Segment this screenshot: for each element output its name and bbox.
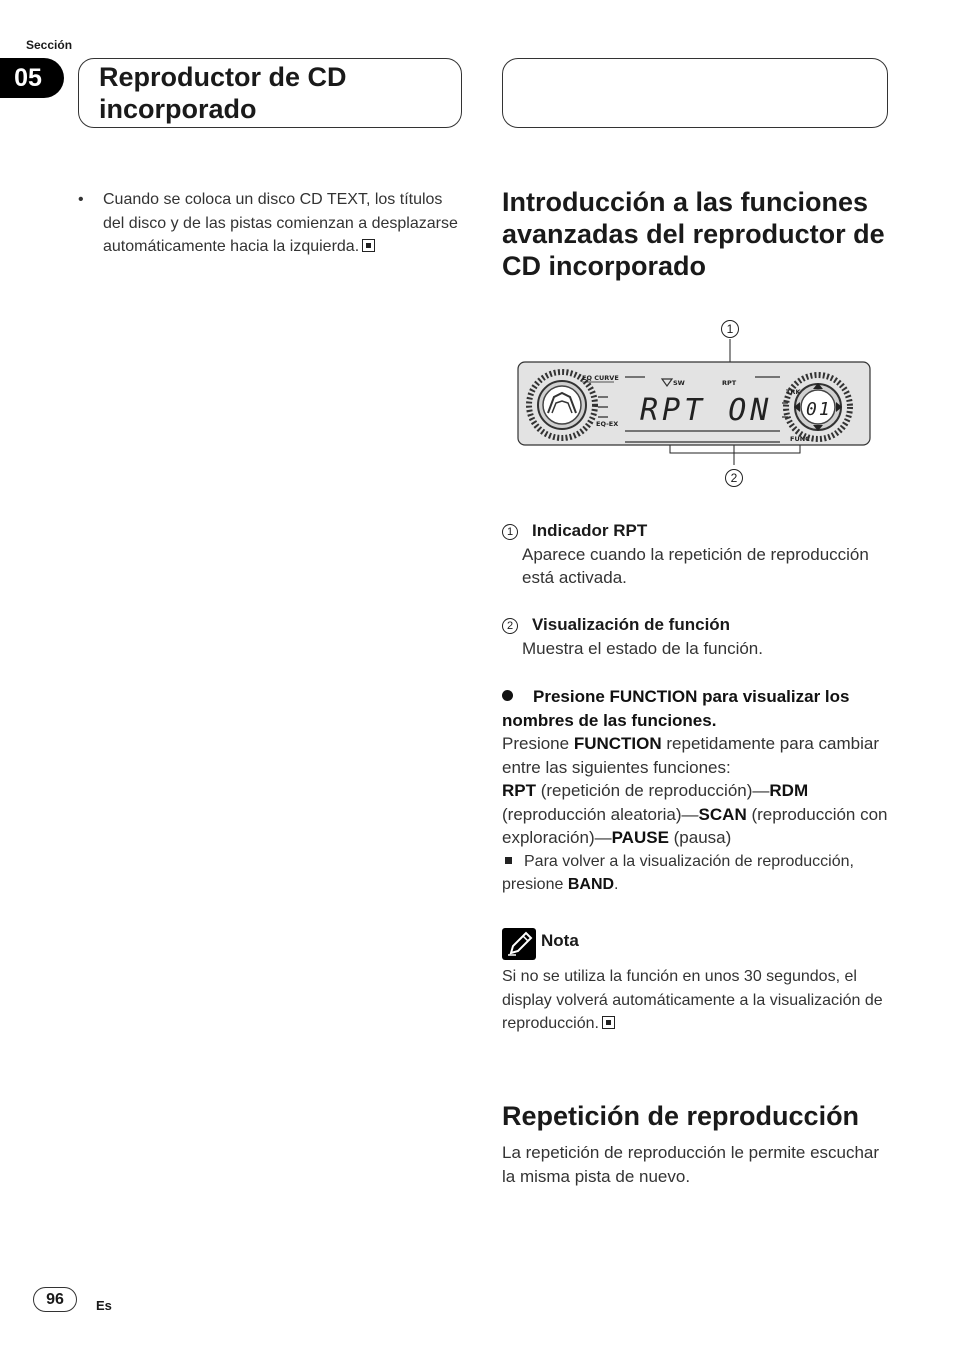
- lcd-track-number: 01: [806, 399, 832, 420]
- item-1-title: Indicador RPT: [532, 521, 648, 540]
- note-label: Nota: [541, 931, 579, 950]
- step-subnote: Para volver a la visualización de reproducción, presione BAND.: [502, 852, 854, 893]
- callout-2: 2: [725, 469, 743, 487]
- item-rpt-indicator: [502, 519, 892, 590]
- lcd-main-text: RPT ON: [640, 393, 773, 428]
- intro-heading: Introducción a las funciones avanzadas del reproductor de CD incorporado: [502, 187, 885, 281]
- step-heading: Presione FUNCTION para visualizar los nombres de las funciones.: [502, 687, 850, 730]
- label-eq-curve: EQ CURVE: [582, 374, 619, 382]
- lcd-display-figure: [510, 315, 875, 465]
- function-list: RPT (repetición de reproducción)—RDM (reproducción aleatoria)—SCAN (reproducción con exploración)—PAUSE (pausa): [502, 781, 888, 847]
- callout-1: 1: [721, 320, 739, 338]
- item-2-desc: Muestra el estado de la función.: [522, 638, 763, 658]
- function-step: [502, 685, 890, 897]
- cd-text-bullet: [78, 188, 460, 259]
- item-2-number: 2: [502, 618, 518, 634]
- end-mark-icon: [362, 239, 375, 252]
- end-mark-icon: [602, 1016, 615, 1029]
- header-empty-box: [502, 58, 888, 128]
- item-1-desc: Aparece cuando la repetición de reproducción está activada.: [522, 544, 869, 587]
- section-number-badge: 05: [0, 58, 64, 98]
- square-bullet-icon: [505, 857, 512, 864]
- note-text: Si no se utiliza la función en unos 30 segundos, el display volverá automáticamente a la visualización de reproducción.: [502, 968, 883, 1032]
- note-body: [502, 965, 892, 1036]
- item-function-display: [502, 613, 892, 660]
- repeat-heading: Repetición de reproducción: [502, 1101, 860, 1131]
- label-eq-ex: EQ-EX: [596, 420, 619, 428]
- label-func: FUNC: [790, 435, 810, 443]
- section-title-text: Reproductor de CD incorporado: [99, 62, 347, 124]
- step-paragraph: Presione FUNCTION repetidamente para cambiar entre las siguientes funciones:: [502, 734, 879, 777]
- section-label: Sección: [26, 38, 73, 52]
- pencil-note-icon: [502, 928, 536, 960]
- item-2-title: Visualización de función: [532, 615, 731, 634]
- item-1-number: 1: [502, 524, 518, 540]
- page-number: 96: [33, 1287, 77, 1312]
- language-code: Es: [96, 1298, 112, 1313]
- step-bullet-icon: [502, 690, 513, 701]
- cd-text-bullet-text: Cuando se coloca un disco CD TEXT, los títulos del disco y de las pistas comienzan a desplazarse automáticamente hacia la izquierda.: [103, 191, 458, 255]
- label-rpt: RPT: [722, 379, 737, 387]
- bullet-dot: •: [78, 191, 84, 208]
- repeat-text: La repetición de reproducción le permite escuchar la misma pista de nuevo.: [502, 1143, 880, 1186]
- label-sw: SW: [673, 379, 685, 387]
- label-trk: TRK: [786, 388, 801, 396]
- section-title: [78, 58, 462, 128]
